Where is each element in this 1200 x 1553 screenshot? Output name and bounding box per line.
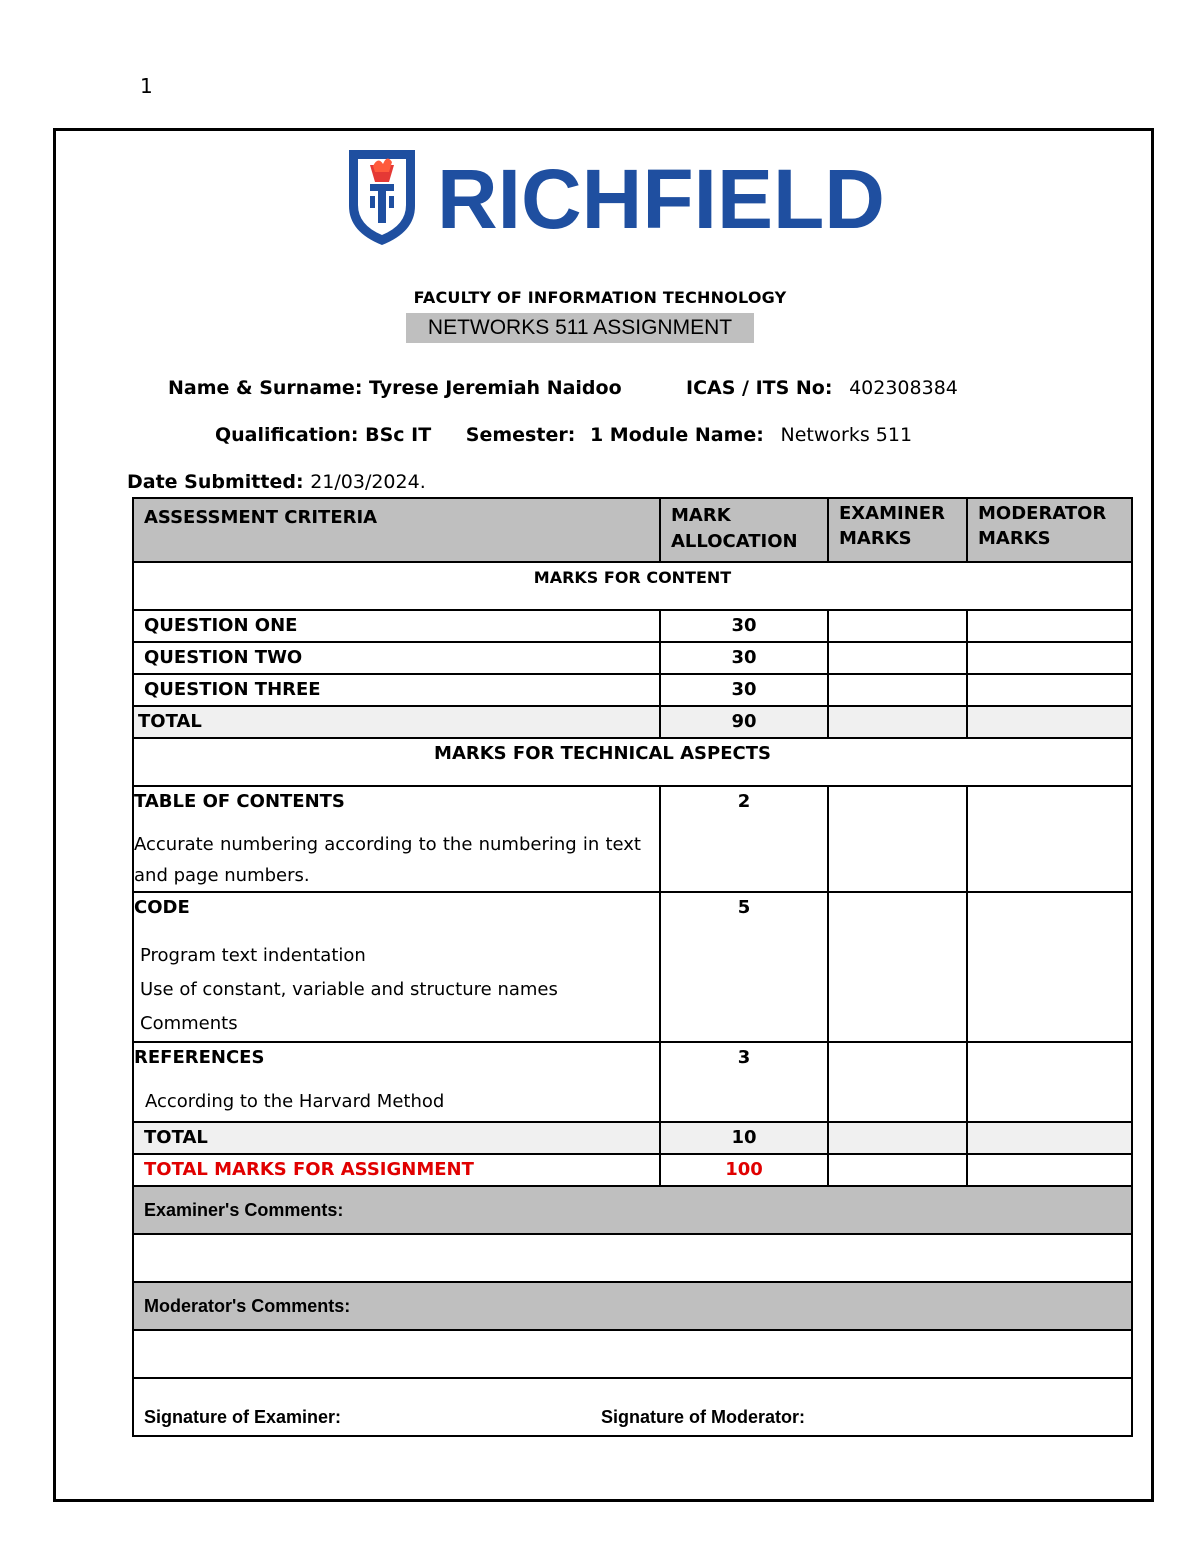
- question-marks: 30: [660, 674, 828, 706]
- examiner-mark-cell[interactable]: [828, 1122, 967, 1154]
- table-row: [133, 610, 1132, 642]
- question-label: QUESTION ONE: [133, 610, 660, 642]
- table-row: [133, 1042, 1132, 1122]
- table-row: [133, 674, 1132, 706]
- examiner-comments-label: Examiner's Comments:: [133, 1186, 1132, 1234]
- moderator-signature-label: Signature of Moderator:: [601, 1407, 806, 1427]
- header-allocation: MARK ALLOCATION: [660, 498, 828, 562]
- shield-torch-icon: [345, 148, 885, 248]
- faculty-title: FACULTY OF INFORMATION TECHNOLOGY: [413, 288, 787, 307]
- assignment-title: NETWORKS 511 ASSIGNMENT: [406, 313, 754, 343]
- toc-cell: [133, 786, 660, 892]
- date-line: [127, 471, 426, 493]
- moderator-comments-area: [133, 1330, 1132, 1378]
- name-label: Name & Surname:: [168, 377, 363, 399]
- content-section-row: [133, 562, 1132, 610]
- technical-total-label: TOTAL: [133, 1122, 660, 1154]
- header-examiner: EXAMINER MARKS: [828, 498, 967, 562]
- toc-description: Accurate numbering according to the numbering in text and page numbers.: [134, 834, 641, 886]
- examiner-mark-cell[interactable]: [828, 610, 967, 642]
- examiner-mark-cell[interactable]: [828, 642, 967, 674]
- examiner-mark-cell[interactable]: [828, 1154, 967, 1186]
- moderator-mark-cell[interactable]: [967, 1042, 1132, 1122]
- examiner-mark-cell[interactable]: [828, 706, 967, 738]
- examiner-signature-label: Signature of Examiner:: [144, 1407, 342, 1427]
- code-item: Use of constant, variable and structure names: [140, 979, 558, 1000]
- examiner-mark-cell[interactable]: [828, 674, 967, 706]
- signature-cell: [133, 1378, 1132, 1436]
- question-marks: 30: [660, 610, 828, 642]
- examiner-comments-area: [133, 1234, 1132, 1282]
- signature-row: [133, 1378, 1132, 1436]
- moderator-comments-label: Moderator's Comments:: [133, 1282, 1132, 1330]
- technical-section-row: [133, 738, 1132, 786]
- moderator-mark-cell[interactable]: [967, 674, 1132, 706]
- qualification-line: [215, 424, 912, 446]
- moderator-mark-cell[interactable]: [967, 642, 1132, 674]
- header-moderator: MODERATOR MARKS: [967, 498, 1132, 562]
- semester-label: Semester:: [465, 424, 576, 446]
- moderator-mark-cell[interactable]: [967, 610, 1132, 642]
- question-marks: 30: [660, 642, 828, 674]
- code-items: [134, 939, 659, 1041]
- content-total-row: [133, 706, 1132, 738]
- content-total-marks: 90: [660, 706, 828, 738]
- moderator-comments-field[interactable]: [133, 1330, 1132, 1378]
- code-label: CODE: [134, 897, 190, 918]
- table-row: [133, 892, 1132, 1042]
- module-value: Networks 511: [780, 424, 913, 446]
- moderator-mark-cell[interactable]: [967, 1154, 1132, 1186]
- code-cell: [133, 892, 660, 1042]
- page-number: 1: [140, 74, 153, 98]
- content-section-label: MARKS FOR CONTENT: [133, 562, 1132, 610]
- question-label: QUESTION THREE: [133, 674, 660, 706]
- richfield-logo: [345, 148, 885, 248]
- table-row: [133, 786, 1132, 892]
- technical-section-label: MARKS FOR TECHNICAL ASPECTS: [133, 738, 1132, 786]
- question-label: QUESTION TWO: [133, 642, 660, 674]
- assessment-table: [132, 497, 1133, 1437]
- qualification-label: Qualification:: [215, 424, 359, 446]
- moderator-mark-cell[interactable]: [967, 706, 1132, 738]
- references-marks: 3: [660, 1042, 828, 1122]
- examiner-mark-cell[interactable]: [828, 892, 967, 1042]
- date-value: 21/03/2024.: [310, 471, 426, 493]
- technical-total-marks: 10: [660, 1122, 828, 1154]
- toc-label: TABLE OF CONTENTS: [134, 791, 345, 812]
- references-description: According to the Harvard Method: [145, 1091, 445, 1112]
- semester-value: 1: [589, 424, 604, 446]
- icas-label: ICAS / ITS No:: [686, 377, 833, 399]
- logo-wordmark: RICHFIELD: [437, 152, 885, 246]
- examiner-comments-row: [133, 1186, 1132, 1234]
- header-criteria: ASSESSMENT CRITERIA: [133, 498, 660, 562]
- code-item: Program text indentation: [140, 945, 366, 966]
- technical-total-row: [133, 1122, 1132, 1154]
- references-cell: [133, 1042, 660, 1122]
- date-label: Date Submitted:: [127, 471, 304, 493]
- qualification-value: BSc IT: [365, 424, 432, 446]
- name-line: [168, 377, 622, 399]
- grand-total-label: TOTAL MARKS FOR ASSIGNMENT: [133, 1154, 660, 1186]
- content-total-label: TOTAL: [133, 706, 660, 738]
- toc-marks: 2: [660, 786, 828, 892]
- examiner-mark-cell[interactable]: [828, 1042, 967, 1122]
- module-label: Module Name:: [609, 424, 764, 446]
- grand-total-marks: 100: [660, 1154, 828, 1186]
- grand-total-row: [133, 1154, 1132, 1186]
- table-header-row: [133, 498, 1132, 562]
- examiner-comments-field[interactable]: [133, 1234, 1132, 1282]
- table-row: [133, 642, 1132, 674]
- moderator-mark-cell[interactable]: [967, 892, 1132, 1042]
- icas-line: [686, 377, 958, 399]
- name-value: Tyrese Jeremiah Naidoo: [369, 377, 622, 399]
- moderator-mark-cell[interactable]: [967, 1122, 1132, 1154]
- moderator-comments-row: [133, 1282, 1132, 1330]
- moderator-mark-cell[interactable]: [967, 786, 1132, 892]
- examiner-mark-cell[interactable]: [828, 786, 967, 892]
- code-item: Comments: [140, 1013, 238, 1034]
- icas-value: 402308384: [849, 377, 958, 399]
- references-label: REFERENCES: [134, 1047, 265, 1068]
- code-marks: 5: [660, 892, 828, 1042]
